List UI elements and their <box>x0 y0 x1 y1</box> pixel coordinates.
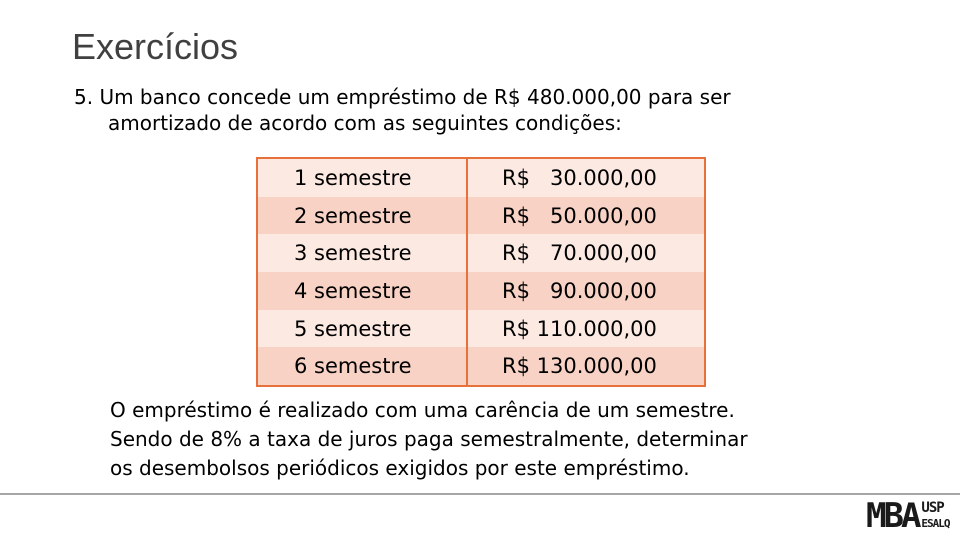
semester-cell: 2 semestre <box>258 197 468 235</box>
exercise-note <box>110 396 910 483</box>
amount-cell: R$ 130.000,00 <box>502 354 657 379</box>
semester-cell: 1 semestre <box>258 159 468 197</box>
table-row <box>258 159 704 197</box>
logo-right-block <box>921 501 949 531</box>
footer-divider <box>0 493 960 495</box>
table-row <box>258 347 704 385</box>
semester-cell: 4 semestre <box>258 272 468 310</box>
table-row <box>258 310 704 348</box>
logo-esalq-text: ESALQ <box>921 517 950 530</box>
mba-usp-esalq-logo <box>866 497 950 535</box>
amount-cell: R$ 50.000,00 <box>502 203 657 228</box>
semester-cell: 6 semestre <box>258 347 468 385</box>
logo-mba-text: MBA <box>866 496 919 536</box>
table-row <box>258 197 704 235</box>
note-line-2: Sendo de 8% a taxa de juros paga semestralmente, determinar <box>110 427 748 451</box>
problem-line-1: 5. Um banco concede um empréstimo de R$ 480.000,00 para ser <box>74 85 731 109</box>
table-row <box>258 272 704 310</box>
amortization-table <box>256 157 706 387</box>
problem-statement <box>74 84 894 136</box>
amount-cell: R$ 30.000,00 <box>502 165 657 190</box>
semester-cell: 3 semestre <box>258 234 468 272</box>
note-line-1: O empréstimo é realizado com uma carência de um semestre. <box>110 398 735 422</box>
amount-cell: R$ 90.000,00 <box>502 278 657 303</box>
table-row <box>258 234 704 272</box>
semester-cell: 5 semestre <box>258 310 468 348</box>
amount-cell: R$ 110.000,00 <box>502 316 657 341</box>
logo-usp-text: USP <box>921 500 944 516</box>
slide-title: Exercícios <box>72 26 239 67</box>
note-line-3: os desembolsos periódicos exigidos por este empréstimo. <box>110 456 690 480</box>
amount-cell: R$ 70.000,00 <box>502 241 657 266</box>
problem-line-2: amortizado de acordo com as seguintes condições: <box>108 111 622 135</box>
